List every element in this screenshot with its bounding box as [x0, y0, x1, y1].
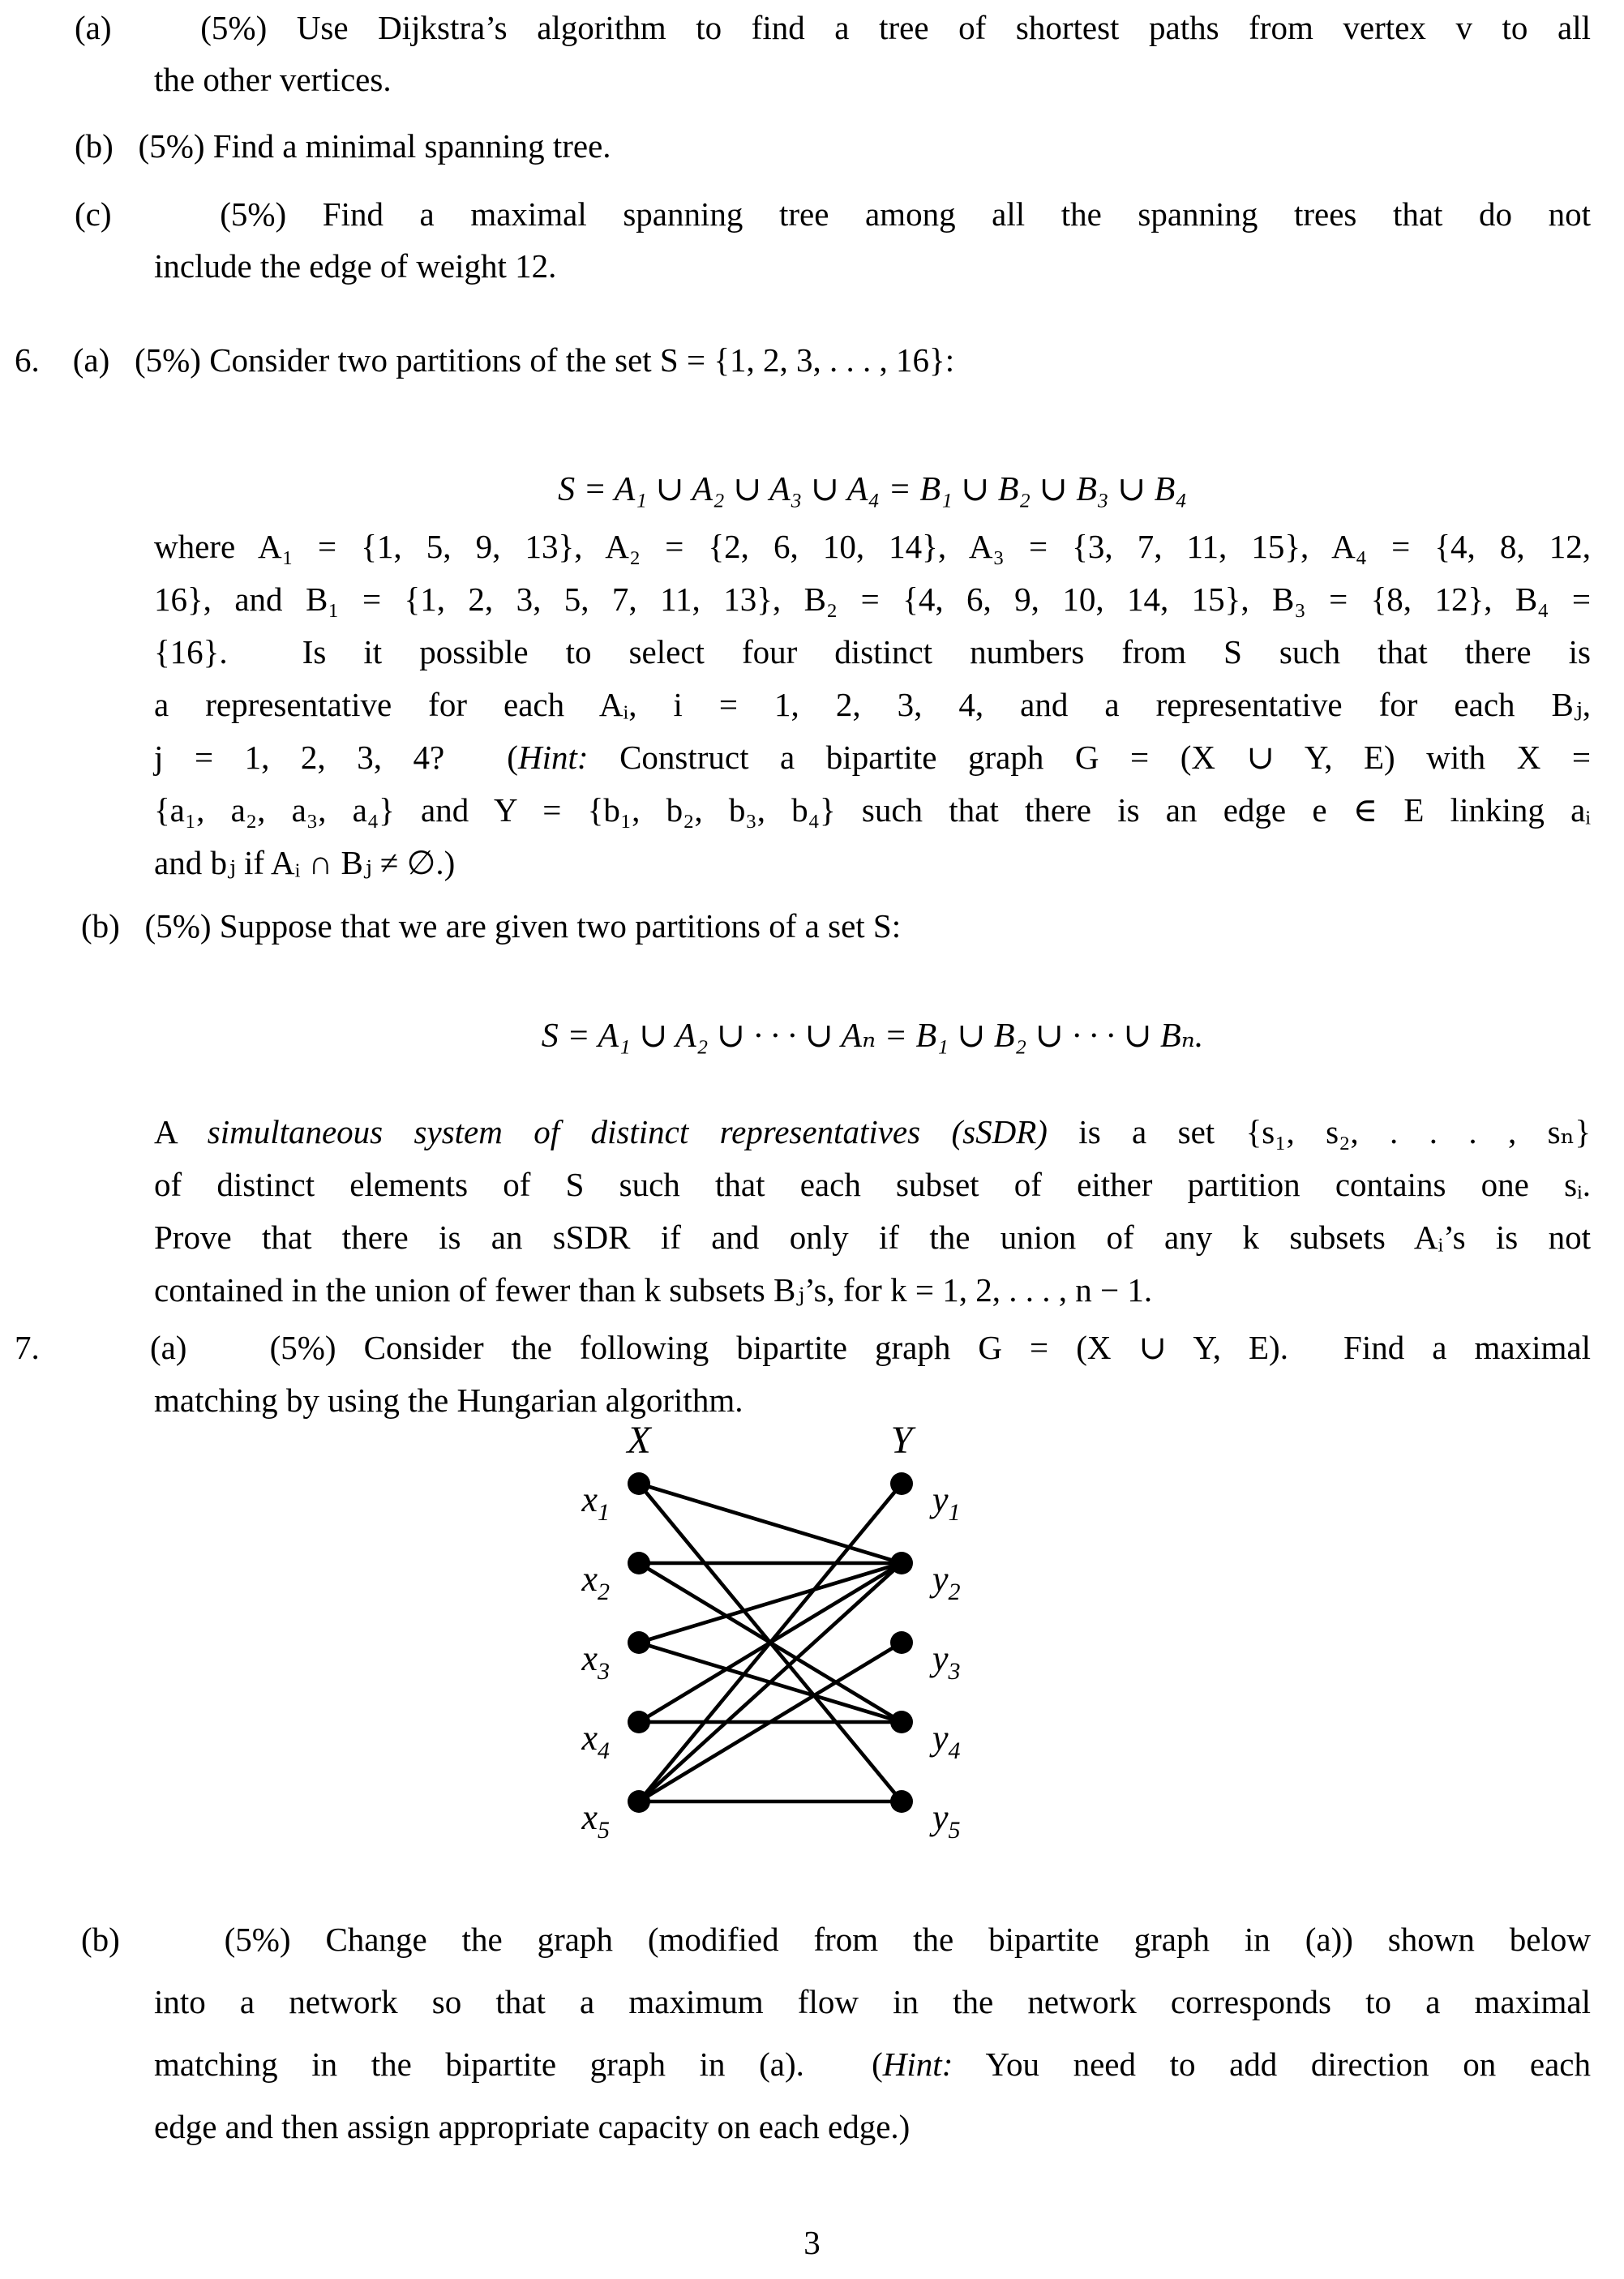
p6a-par-line-4: a representative for each Aᵢ, i = 1, 2, 3, 4, and a representative for each Bⱼ,: [154, 686, 1591, 723]
graph-node-x2: [628, 1552, 650, 1574]
p6b-heading: (b) (5%) Suppose that we are given two partitions of a set S:: [81, 907, 902, 945]
p7b-line-4: edge and then assign appropriate capacity on each edge.): [154, 2108, 911, 2145]
p6-equation-1: S = A₁ ∪ A₂ ∪ A₃ ∪ A₄ = B₁ ∪ B₂ ∪ B₃ ∪ B₄: [558, 471, 1187, 508]
graph-edge-x5-y2: [639, 1563, 902, 1801]
graph-label-x3: $x_3$: [581, 1639, 610, 1685]
p7b-line-1: (b) (5%) Change the graph (modified from the bipartite graph in (a)) shown below: [81, 1921, 1591, 1958]
graph-label-x1: $x_1$: [581, 1480, 610, 1526]
text-segment: Construct a bipartite graph G = (X ∪ Y, E) with X =: [588, 739, 1591, 776]
p6a-par-line-2: 16}, and B₁ = {1, 2, 3, 5, 7, 11, 13}, B₂ = {4, 6, 9, 10, 14, 15}, B₃ = {8, 12}, B₄ =: [154, 580, 1591, 618]
p5b-line-1: (b) (5%) Find a minimal spanning tree.: [75, 127, 611, 165]
text-segment: You need to add direction on each: [953, 2046, 1591, 2083]
graph-label-x4: $x_4$: [581, 1718, 610, 1764]
graph-edge-x1-y2: [639, 1484, 902, 1563]
graph-node-x4: [628, 1711, 650, 1733]
p6a-heading: 6. (a) (5%) Consider two partitions of the set S = {1, 2, 3, . . . , 16}:: [15, 341, 955, 379]
graph-node-x3: [628, 1631, 650, 1654]
figure-header-x: X: [627, 1419, 651, 1462]
text-segment: matching in the bipartite graph in (a). (: [154, 2046, 883, 2083]
hint-label: Hint:: [882, 2046, 953, 2083]
graph-node-x1: [628, 1472, 650, 1495]
page-number: 3: [803, 2224, 821, 2261]
figure-header-y: Y: [890, 1419, 913, 1462]
ssdr-term: simultaneous system of distinct representatives (sSDR): [207, 1113, 1048, 1150]
text-segment: A: [154, 1113, 208, 1150]
graph-node-y5: [890, 1790, 913, 1813]
p5c-line-1: (c) (5%) Find a maximal spanning tree among all the spanning trees that do not: [75, 195, 1591, 233]
p7b-line-2: into a network so that a maximum flow in the network corresponds to a maximal: [154, 1983, 1591, 2020]
p6b-par-line-2: of distinct elements of S such that each subset of either partition contains one sᵢ.: [154, 1166, 1591, 1203]
text-segment: is a set {s₁, s₂, . . . , sₙ}: [1047, 1113, 1592, 1150]
graph-label-x5: $x_5$: [581, 1797, 610, 1844]
p7a-line-2: matching by using the Hungarian algorithm.: [154, 1382, 743, 1419]
p5c-line-2: include the edge of weight 12.: [154, 247, 557, 285]
graph-label-y1: $y_1$: [932, 1480, 961, 1526]
p7a-heading: 7. (a) (5%) Consider the following bipartite graph G = (X ∪ Y, E). Find a maximal: [15, 1329, 1591, 1366]
graph-label-y4: $y_4$: [932, 1718, 961, 1764]
p6a-par-line-6: {a₁, a₂, a₃, a₄} and Y = {b₁, b₂, b₃, b₄} such that there is an edge e ∈ E linking aᵢ: [154, 791, 1591, 829]
p5a-line-2: the other vertices.: [154, 61, 392, 98]
p6a-par-line-1: where A₁ = {1, 5, 9, 13}, A₂ = {2, 6, 10, 14}, A₃ = {3, 7, 11, 15}, A₄ = {4, 8, 12,: [154, 528, 1591, 565]
graph-label-y3: $y_3$: [932, 1639, 961, 1685]
graph-node-y1: [890, 1472, 913, 1495]
p6a-par-line-3: {16}. Is it possible to select four distinct numbers from S such that there is: [154, 633, 1591, 670]
p6b-par-line-3: Prove that there is an sSDR if and only if the union of any k subsets Aᵢ’s is not: [154, 1219, 1591, 1256]
text-segment: j = 1, 2, 3, 4? (: [154, 739, 518, 776]
graph-node-y2: [890, 1552, 913, 1574]
p5a-line-1: (a) (5%) Use Dijkstra’s algorithm to find a tree of shortest paths from vertex v to all: [75, 9, 1591, 46]
graph-label-y5: $y_5$: [932, 1797, 961, 1844]
graph-node-y4: [890, 1711, 913, 1733]
graph-node-y3: [890, 1631, 913, 1654]
graph-label-y2: $y_2$: [932, 1559, 961, 1605]
graph-edge-x3-y2: [639, 1563, 902, 1643]
graph-label-x2: $x_2$: [581, 1559, 610, 1605]
p6b-par-line-4: contained in the union of fewer than k subsets Bⱼ’s, for k = 1, 2, . . . , n − 1.: [154, 1271, 1153, 1309]
p7b-line-3: [154, 2045, 1591, 2084]
hint-label: Hint:: [517, 739, 589, 776]
p6-equation-2: S = A₁ ∪ A₂ ∪ · · · ∪ Aₙ = B₁ ∪ B₂ ∪ · · · ∪ Bₙ.: [541, 1017, 1204, 1055]
p6a-par-line-7: and bⱼ if Aᵢ ∩ Bⱼ ≠ ∅.): [154, 844, 456, 881]
graph-node-x5: [628, 1790, 650, 1813]
